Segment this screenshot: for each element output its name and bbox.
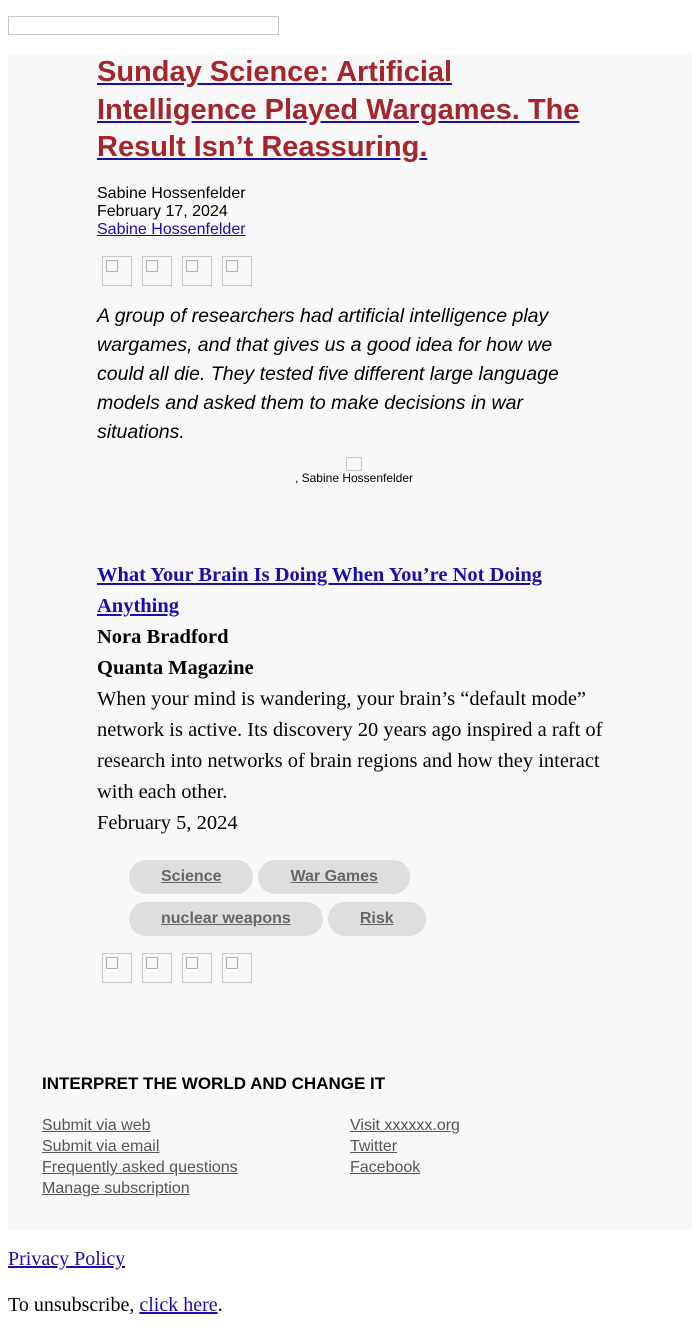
related-publication: Quanta Magazine bbox=[97, 657, 254, 679]
visit-site-link[interactable]: Visit xxxxxx.org bbox=[350, 1117, 460, 1134]
submit-web-link[interactable]: Submit via web bbox=[42, 1117, 151, 1134]
related-article bbox=[97, 560, 607, 839]
related-summary: When your mind is wandering, your brain’s “default mode” network is active. Its discovery 20 years ago inspired a raft of research into networks of brain regions and how they interact with each other. bbox=[97, 688, 603, 803]
unsubscribe-link[interactable]: click here bbox=[139, 1294, 218, 1316]
article-meta bbox=[97, 185, 246, 239]
article-title-text: Sunday Science: Artificial Intelligence Played Wargames. The Result Isn’t Reassuring bbox=[97, 56, 580, 163]
related-date: February 5, 2024 bbox=[97, 812, 238, 834]
tag-science[interactable]: Science bbox=[129, 860, 253, 894]
article-date: February 17, 2024 bbox=[97, 203, 228, 220]
unsubscribe-line bbox=[8, 1294, 223, 1317]
link-icon[interactable] bbox=[222, 256, 252, 286]
article-title bbox=[97, 54, 597, 167]
privacy-policy-link[interactable]: Privacy Policy bbox=[8, 1248, 126, 1270]
submit-email-link[interactable]: Submit via email bbox=[42, 1138, 160, 1155]
email-icon[interactable] bbox=[182, 953, 212, 983]
tag-war-games[interactable]: War Games bbox=[258, 860, 409, 894]
caption-text: , Sabine Hossenfelder bbox=[294, 471, 414, 485]
footer-links-left bbox=[42, 1115, 238, 1199]
share-icons-top bbox=[102, 256, 252, 286]
unsubscribe-suffix: . bbox=[217, 1294, 223, 1316]
email-body-panel bbox=[8, 54, 692, 1230]
twitter-link[interactable]: Twitter bbox=[350, 1138, 398, 1155]
article-author: Sabine Hossenfelder bbox=[97, 185, 246, 202]
tag-list bbox=[129, 860, 449, 936]
twitter-icon[interactable] bbox=[142, 256, 172, 286]
related-title-link[interactable]: What Your Brain Is Doing When You’re Not Doing Anything bbox=[97, 564, 542, 617]
article-lede: A group of researchers had artificial intelligence play wargames, and that gives us a good idea for how we could all die. They tested five different large language models and asked them to make decisions in war situations. bbox=[97, 305, 559, 443]
facebook-link[interactable]: Facebook bbox=[350, 1159, 421, 1176]
related-author: Nora Bradford bbox=[97, 626, 229, 648]
unsubscribe-prefix: To unsubscribe, bbox=[8, 1294, 140, 1316]
link-icon[interactable] bbox=[222, 953, 252, 983]
tag-nuclear-weapons[interactable]: nuclear weapons bbox=[129, 902, 323, 936]
article-title-link[interactable] bbox=[97, 56, 579, 163]
faq-link[interactable]: Frequently asked questions bbox=[42, 1159, 238, 1176]
tag-risk[interactable]: Risk bbox=[328, 902, 426, 936]
twitter-icon[interactable] bbox=[142, 953, 172, 983]
header-logo-image bbox=[8, 16, 279, 35]
article-title-period: . bbox=[419, 131, 428, 163]
footer-heading: INTERPRET THE WORLD AND CHANGE IT bbox=[42, 1074, 386, 1093]
facebook-icon[interactable] bbox=[102, 953, 132, 983]
email-icon[interactable] bbox=[182, 256, 212, 286]
facebook-icon[interactable] bbox=[102, 256, 132, 286]
image-caption bbox=[97, 457, 611, 485]
footer-links-right bbox=[350, 1115, 460, 1178]
share-icons-bottom bbox=[102, 953, 252, 983]
author-link[interactable]: Sabine Hossenfelder bbox=[97, 221, 246, 238]
manage-subscription-link[interactable]: Manage subscription bbox=[42, 1180, 190, 1197]
article-image bbox=[346, 457, 362, 471]
